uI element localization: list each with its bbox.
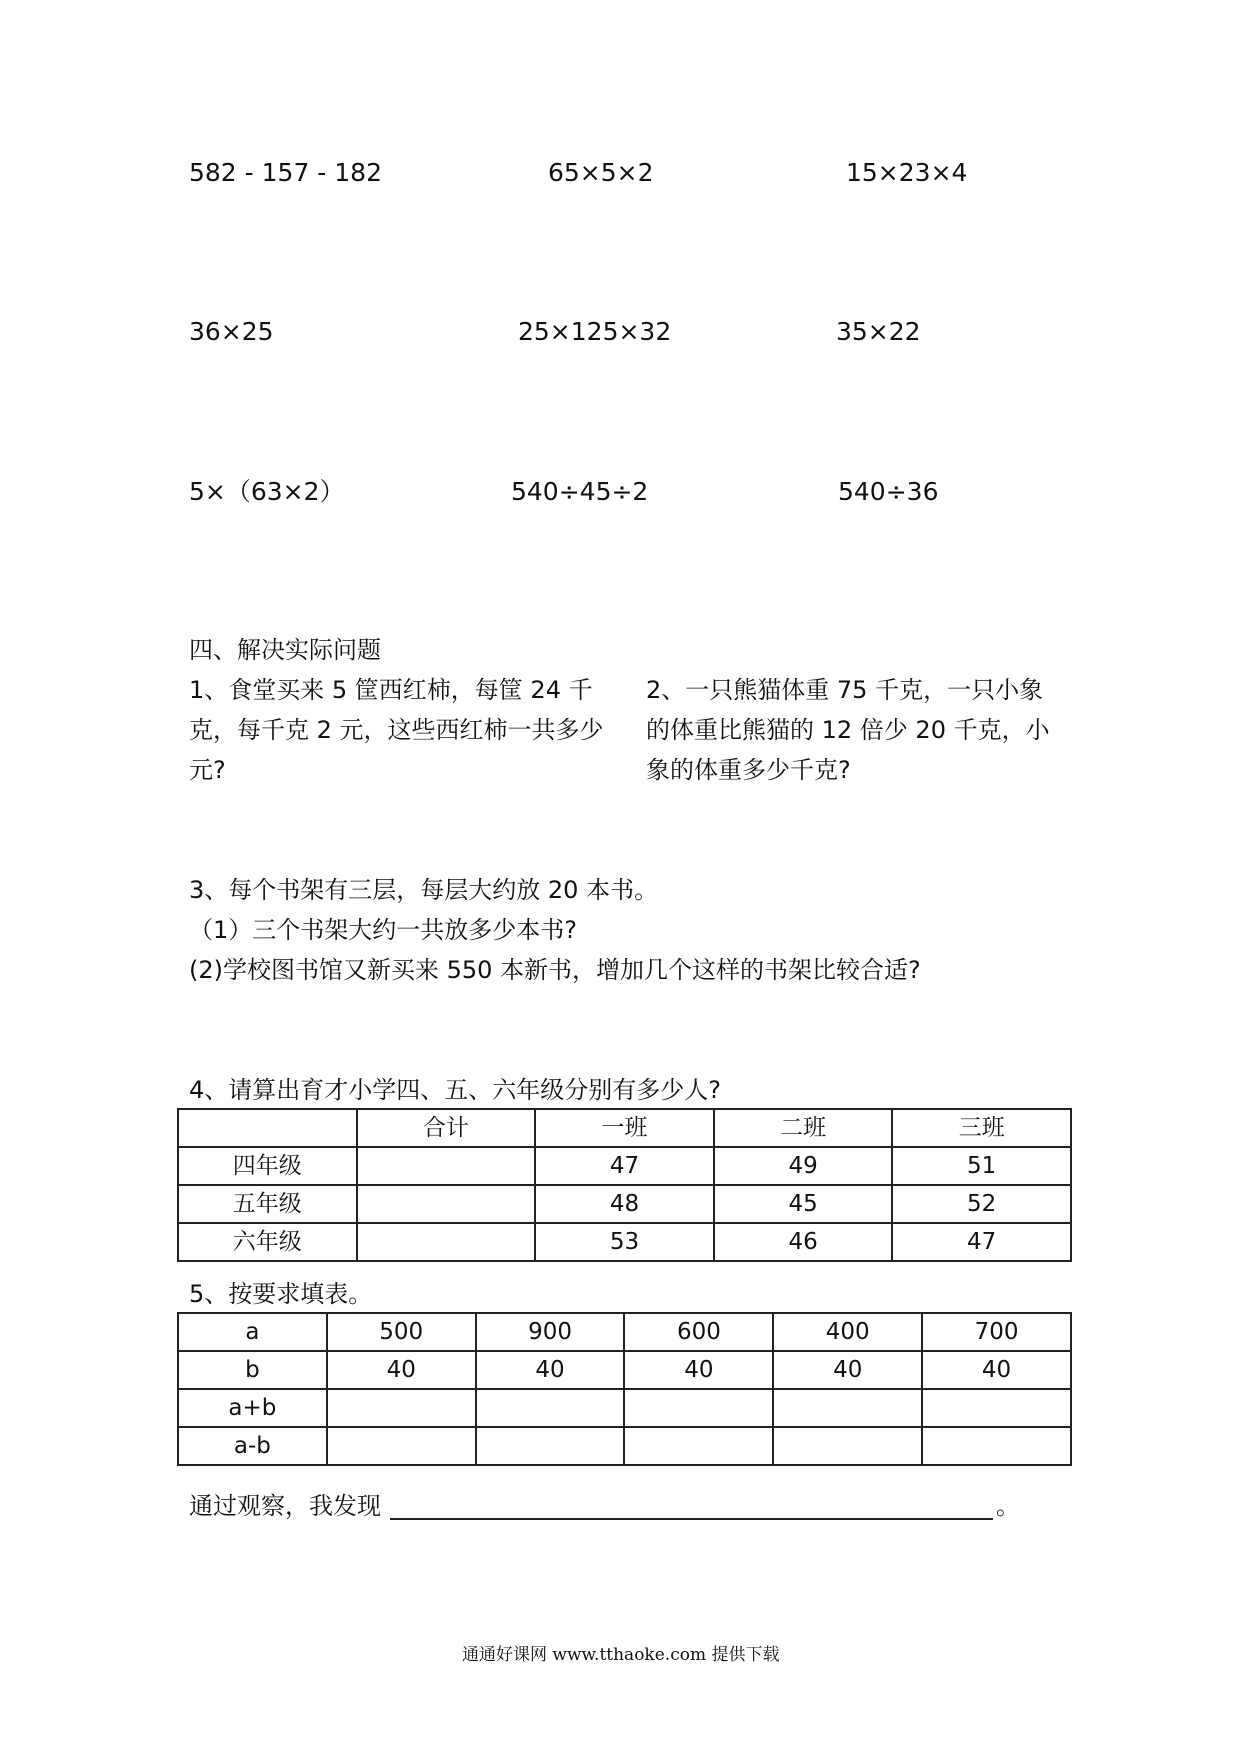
table-cell: 52 [892,1185,1071,1223]
table-cell: 45 [714,1185,893,1223]
question-3-part-2: (2)学校图书馆又新买来 550 本新书，增加几个这样的书架比较合适? [189,956,921,984]
table-cell[interactable] [476,1427,625,1465]
question-1: 1、食堂买来 5 筐西红柿，每筐 24 千克，每千克 2 元，这些西红柿一共多少元? [189,676,604,784]
row-label-cell: 四年级 [178,1147,357,1185]
table-header-cell: 二班 [714,1109,893,1147]
grade-table [177,1108,1072,1262]
table-cell[interactable] [357,1185,536,1223]
table-cell: 48 [535,1185,714,1223]
table-cell: 46 [714,1223,893,1261]
table-header-cell: 三班 [892,1109,1071,1147]
table-cell: 400 [773,1313,922,1351]
calc-expression: 35×22 [836,317,921,346]
question-5: 5、按要求填表。 [189,1280,373,1308]
table-row [178,1389,1071,1427]
calc-expression: 25×125×32 [518,317,672,346]
row-label-cell: a+b [178,1389,327,1427]
ab-table [177,1312,1072,1466]
table-row [178,1223,1071,1261]
table-header-cell: 一班 [535,1109,714,1147]
table-cell[interactable] [327,1427,476,1465]
table-header-cell: 合计 [357,1109,536,1147]
question-2: 2、一只熊猫体重 75 千克，一只小象的体重比熊猫的 12 倍少 20 千克，小象的体重多少千克? [646,676,1050,784]
table-cell: 900 [476,1313,625,1351]
table-cell: 40 [773,1351,922,1389]
calc-expression: 540÷36 [838,477,939,506]
table-cell: 40 [624,1351,773,1389]
table-cell: 47 [535,1147,714,1185]
table-cell[interactable] [773,1389,922,1427]
row-label-cell: 五年级 [178,1185,357,1223]
table-cell: 40 [327,1351,476,1389]
calc-expression: 36×25 [189,317,274,346]
row-label-cell: a [178,1313,327,1351]
row-label-cell: a-b [178,1427,327,1465]
observation-suffix: 。 [996,1492,1020,1520]
table-row [178,1147,1071,1185]
table-cell: 700 [922,1313,1071,1351]
table-cell[interactable] [773,1427,922,1465]
question-3: 3、每个书架有三层，每层大约放 20 本书。 [189,876,659,904]
question-4: 4、请算出育才小学四、五、六年级分别有多少人? [189,1076,722,1104]
calc-expression: 65×5×2 [548,158,654,187]
section-heading: 四、解决实际问题 [189,636,381,664]
table-cell[interactable] [357,1223,536,1261]
table-cell: 49 [714,1147,893,1185]
row-label-cell: 六年级 [178,1223,357,1261]
table-row [178,1351,1071,1389]
question-3-part-1: （1）三个书架大约一共放多少本书? [189,916,578,944]
table-cell: 47 [892,1223,1071,1261]
table-cell[interactable] [476,1389,625,1427]
table-cell: 500 [327,1313,476,1351]
table-row [178,1313,1071,1351]
table-cell: 51 [892,1147,1071,1185]
table-cell[interactable] [357,1147,536,1185]
table-row [178,1185,1071,1223]
row-label-cell: b [178,1351,327,1389]
table-cell[interactable] [624,1427,773,1465]
table-header-row [178,1109,1071,1147]
calc-expression: 540÷45÷2 [511,477,649,506]
calc-expression: 582 - 157 - 182 [189,158,382,187]
table-cell: 40 [922,1351,1071,1389]
table-cell: 600 [624,1313,773,1351]
observation-prefix: 通过观察，我发现 [189,1492,381,1520]
answer-blank-line[interactable] [390,1518,993,1520]
table-cell [178,1109,357,1147]
calc-expression: 15×23×4 [846,158,968,187]
table-cell[interactable] [922,1389,1071,1427]
table-cell[interactable] [327,1389,476,1427]
table-cell[interactable] [922,1427,1071,1465]
table-cell: 40 [476,1351,625,1389]
page-footer: 通通好课网 www.tthaoke.com 提供下载 [462,1645,780,1665]
table-cell: 53 [535,1223,714,1261]
table-row [178,1427,1071,1465]
table-cell[interactable] [624,1389,773,1427]
calc-expression: 5×（63×2） [189,477,345,506]
